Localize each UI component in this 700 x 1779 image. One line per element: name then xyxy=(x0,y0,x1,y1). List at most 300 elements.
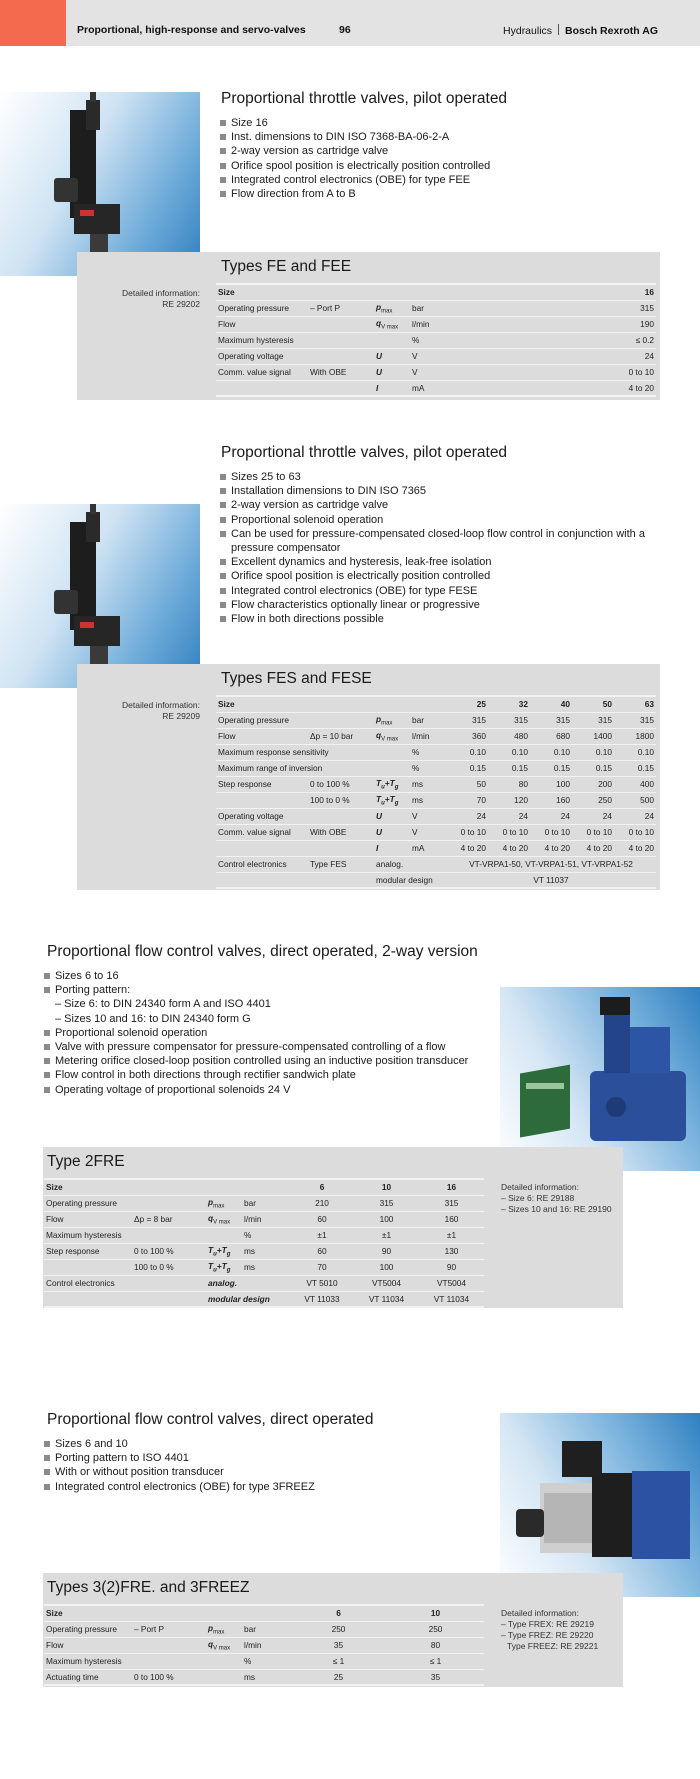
table-cell: Maximum hysteresis xyxy=(44,1653,132,1669)
table-row xyxy=(44,1227,484,1243)
table-cell: 315 xyxy=(530,712,572,728)
table-cell: $p_{max}$ xyxy=(374,712,410,728)
table-cell: 200 xyxy=(572,776,614,792)
page-header xyxy=(0,0,700,46)
table-cell: Flow xyxy=(216,728,308,744)
detail-ref: Type FREEZ: RE 29221 xyxy=(507,1641,599,1651)
detail-info-fe xyxy=(90,288,200,310)
table-cell: 315 xyxy=(446,712,488,728)
spec-table-fe xyxy=(216,283,656,397)
detail-ref: – Sizes 10 and 16: RE 29190 xyxy=(501,1204,612,1214)
detail-label: Detailed information: xyxy=(501,1182,579,1192)
feature-list-fes xyxy=(220,470,690,626)
table-cell: 680 xyxy=(530,728,572,744)
table-cell: 250 xyxy=(572,792,614,808)
table-row xyxy=(44,1637,484,1653)
table-cell xyxy=(242,1275,290,1291)
table-cell: 250 xyxy=(290,1621,387,1637)
table-cell xyxy=(308,284,374,300)
table-cell: $p_{max}$ xyxy=(206,1621,242,1637)
table-cell: l/min xyxy=(410,728,446,744)
table-cell: l/min xyxy=(242,1211,290,1227)
table-cell xyxy=(206,1227,242,1243)
table-cell: 16 xyxy=(450,284,656,300)
table-cell: bar xyxy=(410,712,446,728)
table-cell: V xyxy=(410,808,446,824)
detail-info-2fre xyxy=(501,1182,621,1215)
table-cell: 100 to 0 % xyxy=(132,1259,206,1275)
table-cell: $T_u+T_g$ xyxy=(206,1243,242,1259)
table-cell: Operating pressure xyxy=(44,1621,132,1637)
table-cell xyxy=(132,1605,206,1621)
table-cell: bar xyxy=(242,1621,290,1637)
table-cell: 120 xyxy=(488,792,530,808)
table-cell xyxy=(44,1259,132,1275)
table-cell: 80 xyxy=(387,1637,484,1653)
table-cell: 4 to 20 xyxy=(450,380,656,396)
table-row xyxy=(216,744,656,760)
detail-ref: – Type FREZ: RE 29220 xyxy=(501,1630,594,1640)
table-cell: ≤ 0.2 xyxy=(450,332,656,348)
table-cell: ms xyxy=(410,776,446,792)
table-cell: Maximum range of inversion xyxy=(216,760,308,776)
table-cell: V xyxy=(410,824,446,840)
table-cell: 6 xyxy=(290,1605,387,1621)
table-cell: 100 xyxy=(354,1259,419,1275)
table-row xyxy=(216,316,656,332)
table-cell: 400 xyxy=(614,776,656,792)
table-cell xyxy=(374,332,410,348)
table-cell: Δp = 10 bar xyxy=(308,728,374,744)
table-cell xyxy=(308,712,374,728)
list-item: Valve with pressure compensator for pressure-compensated controlling of a flow xyxy=(44,1040,494,1054)
list-item: Sizes 25 to 63 xyxy=(220,470,690,484)
list-item: Operating voltage of proportional solenoids 24 V xyxy=(44,1083,494,1097)
table-row xyxy=(44,1195,484,1211)
table-cell: Step response xyxy=(44,1243,132,1259)
detail-info-fes xyxy=(90,700,200,722)
table-cell: 100 xyxy=(354,1211,419,1227)
table-cell: 210 xyxy=(290,1195,354,1211)
table-cell: VT5004 xyxy=(419,1275,484,1291)
panel-title-fes: Types FES and FESE xyxy=(221,670,372,687)
table-cell: ≤ 1 xyxy=(387,1653,484,1669)
table-cell: $T_u+T_g$ xyxy=(374,776,410,792)
valve-photo-3fre xyxy=(500,1413,700,1597)
table-cell: 160 xyxy=(419,1211,484,1227)
table-row xyxy=(216,856,656,872)
table-header-row xyxy=(44,1179,484,1195)
table-cell: Operating voltage xyxy=(216,808,308,824)
list-item: Sizes 6 and 10 xyxy=(44,1437,494,1451)
detail-info-3fre xyxy=(501,1608,621,1652)
table-cell xyxy=(206,1669,242,1685)
list-item: Porting pattern to ISO 4401 xyxy=(44,1451,494,1465)
table-cell: 0.10 xyxy=(488,744,530,760)
list-item: Integrated control electronics (OBE) for type FEE xyxy=(220,173,690,187)
table-cell: 4 to 20 xyxy=(530,840,572,856)
table-cell: Maximum hysteresis xyxy=(216,332,308,348)
table-cell xyxy=(374,760,410,776)
table-cell: 0 to 10 xyxy=(614,824,656,840)
table-cell: VT-VRPA1-50, VT-VRPA1-51, VT-VRPA1-52 xyxy=(446,856,656,872)
table-cell: 25 xyxy=(290,1669,387,1685)
table-row xyxy=(44,1275,484,1291)
table-cell: % xyxy=(410,744,446,760)
table-row xyxy=(44,1669,484,1685)
table-cell: Operating pressure xyxy=(216,300,308,316)
list-item: Orifice spool position is electrically position controlled xyxy=(220,569,690,583)
table-cell: U xyxy=(374,348,410,364)
table-row xyxy=(216,792,656,808)
table-cell: ±1 xyxy=(290,1227,354,1243)
list-item: Flow direction from A to B xyxy=(220,187,690,201)
list-item: Can be used for pressure-compensated closed-loop flow control in conjunction with a xyxy=(220,527,690,541)
table-cell: $q_{V max}$ xyxy=(206,1211,242,1227)
table-row xyxy=(216,364,656,380)
table-row xyxy=(216,872,656,888)
table-cell: ms xyxy=(242,1669,290,1685)
table-cell: 1400 xyxy=(572,728,614,744)
table-cell: Size xyxy=(44,1605,132,1621)
table-cell: ±1 xyxy=(354,1227,419,1243)
table-row xyxy=(216,728,656,744)
table-row xyxy=(216,824,656,840)
detail-ref: RE 29202 xyxy=(162,299,200,309)
table-cell: 10 xyxy=(387,1605,484,1621)
detail-label: Detailed information: xyxy=(501,1608,579,1618)
detail-ref: RE 29209 xyxy=(162,711,200,721)
panel-title-fe: Types FE and FEE xyxy=(221,258,352,275)
table-row xyxy=(44,1653,484,1669)
table-cell: $p_{max}$ xyxy=(206,1195,242,1211)
list-item: Excellent dynamics and hysteresis, leak-free isolation xyxy=(220,555,690,569)
list-item: Installation dimensions to DIN ISO 7365 xyxy=(220,484,690,498)
table-cell: 0.10 xyxy=(572,744,614,760)
table-cell: 0 to 10 xyxy=(530,824,572,840)
table-cell xyxy=(216,792,308,808)
table-cell: bar xyxy=(410,300,450,316)
section-title-fes: Proportional throttle valves, pilot operated xyxy=(221,444,508,461)
list-item: Inst. dimensions to DIN ISO 7368-BA-06-2-A xyxy=(220,130,690,144)
table-cell: 0.15 xyxy=(446,760,488,776)
list-item: Metering orifice closed-loop position controlled using an inductive position transducer xyxy=(44,1054,494,1068)
detail-label: Detailed information: xyxy=(122,288,200,298)
table-cell xyxy=(308,696,374,712)
table-cell: Size xyxy=(216,284,308,300)
table-cell: 4 to 20 xyxy=(614,840,656,856)
table-cell: l/min xyxy=(410,316,450,332)
table-cell: 1800 xyxy=(614,728,656,744)
table-cell xyxy=(308,348,374,364)
table-cell: $p_{max}$ xyxy=(374,300,410,316)
valve-photo-2fre xyxy=(500,987,700,1171)
table-cell: 100 xyxy=(530,776,572,792)
table-cell: VT 5010 xyxy=(290,1275,354,1291)
table-cell: bar xyxy=(242,1195,290,1211)
table-cell: analog. xyxy=(206,1275,242,1291)
table-cell: U xyxy=(374,808,410,824)
table-row xyxy=(216,840,656,856)
header-accent-bar xyxy=(0,0,66,46)
table-cell: Flow xyxy=(216,316,308,332)
table-cell: VT 11033 xyxy=(290,1291,354,1307)
table-cell: 315 xyxy=(354,1195,419,1211)
table-cell xyxy=(242,1179,290,1195)
table-cell: 16 xyxy=(419,1179,484,1195)
header-company: Bosch Rexroth AG xyxy=(565,25,658,37)
table-cell: Comm. value signal xyxy=(216,824,308,840)
list-item: Proportional solenoid operation xyxy=(220,513,690,527)
table-cell: Operating pressure xyxy=(44,1195,132,1211)
table-cell: Operating voltage xyxy=(216,348,308,364)
table-cell xyxy=(206,1653,242,1669)
list-item: Integrated control electronics (OBE) for type 3FREEZ xyxy=(44,1480,494,1494)
table-row xyxy=(216,380,656,396)
table-cell: 50 xyxy=(446,776,488,792)
table-cell xyxy=(216,840,308,856)
header-section: Hydraulics xyxy=(503,25,553,37)
table-cell: 315 xyxy=(572,712,614,728)
table-cell: 60 xyxy=(290,1211,354,1227)
table-cell: Maximum response sensitivity xyxy=(216,744,308,760)
table-cell xyxy=(410,696,446,712)
table-cell xyxy=(374,744,410,760)
list-item: Flow control in both directions through rectifier sandwich plate xyxy=(44,1068,494,1082)
valve-photo-fe xyxy=(0,92,200,276)
detail-ref: – Type FREX: RE 29219 xyxy=(501,1619,594,1629)
table-cell: ms xyxy=(242,1259,290,1275)
table-cell: 0 to 10 xyxy=(572,824,614,840)
section-title-2fre: Proportional flow control valves, direct operated, 2-way version xyxy=(47,943,478,960)
list-item: Flow characteristics optionally linear or progressive xyxy=(220,598,690,612)
table-cell: 24 xyxy=(488,808,530,824)
table-cell: 0 to 100 % xyxy=(132,1243,206,1259)
table-row xyxy=(216,300,656,316)
table-cell: 10 xyxy=(354,1179,419,1195)
table-cell: 0 to 10 xyxy=(450,364,656,380)
table-cell xyxy=(308,840,374,856)
table-cell: 0.15 xyxy=(614,760,656,776)
table-cell: 0.15 xyxy=(530,760,572,776)
page-number: 96 xyxy=(339,24,351,36)
list-item: 2-way version as cartridge valve xyxy=(220,144,690,158)
table-cell: Size xyxy=(216,696,308,712)
table-cell: modular design xyxy=(374,872,446,888)
table-cell: 315 xyxy=(488,712,530,728)
section-title-3fre: Proportional flow control valves, direct operated xyxy=(47,1411,374,1428)
table-cell xyxy=(308,872,374,888)
table-cell: 63 xyxy=(614,696,656,712)
table-cell: Operating pressure xyxy=(216,712,308,728)
table-row xyxy=(216,712,656,728)
table-cell: VT 11034 xyxy=(419,1291,484,1307)
table-cell: Size xyxy=(44,1179,132,1195)
table-cell: % xyxy=(410,332,450,348)
table-cell: 90 xyxy=(419,1259,484,1275)
list-item: Size 16 xyxy=(220,116,690,130)
table-cell xyxy=(132,1653,206,1669)
table-cell: 0 to 10 xyxy=(488,824,530,840)
table-cell: 24 xyxy=(614,808,656,824)
table-row xyxy=(44,1291,484,1307)
table-cell xyxy=(206,1605,242,1621)
table-cell: ms xyxy=(242,1243,290,1259)
header-separator xyxy=(558,24,559,35)
detail-ref: – Size 6: RE 29188 xyxy=(501,1193,575,1203)
list-item: Flow in both directions possible xyxy=(220,612,690,626)
list-item: Orifice spool position is electrically position controlled xyxy=(220,159,690,173)
table-cell xyxy=(132,1227,206,1243)
table-cell: I xyxy=(374,380,410,396)
table-cell: Maximum hysteresis xyxy=(44,1227,132,1243)
table-cell xyxy=(242,1605,290,1621)
table-cell: 315 xyxy=(450,300,656,316)
spec-table-3fre xyxy=(44,1604,484,1686)
list-item: 2-way version as cartridge valve xyxy=(220,498,690,512)
table-cell: I xyxy=(374,840,410,856)
table-cell: l/min xyxy=(242,1637,290,1653)
table-cell: 250 xyxy=(387,1621,484,1637)
table-row xyxy=(216,808,656,824)
table-cell: With OBE xyxy=(308,824,374,840)
table-cell: 0.10 xyxy=(530,744,572,760)
table-cell: 0.15 xyxy=(572,760,614,776)
table-cell: 0 to 100 % xyxy=(132,1669,206,1685)
table-cell: 315 xyxy=(419,1195,484,1211)
table-cell: 6 xyxy=(290,1179,354,1195)
table-cell: $T_u+T_g$ xyxy=(374,792,410,808)
table-cell: – Port P xyxy=(308,300,374,316)
table-cell xyxy=(132,1275,206,1291)
table-cell: mA xyxy=(410,380,450,396)
table-cell xyxy=(206,1179,242,1195)
list-item: Integrated control electronics (OBE) for type FESE xyxy=(220,584,690,598)
table-cell xyxy=(44,1291,132,1307)
table-cell: modular design xyxy=(206,1291,242,1307)
list-item: Sizes 6 to 16 xyxy=(44,969,494,983)
table-cell xyxy=(374,696,410,712)
table-row xyxy=(44,1211,484,1227)
table-cell: 25 xyxy=(446,696,488,712)
table-cell: 160 xyxy=(530,792,572,808)
table-cell: 100 to 0 % xyxy=(308,792,374,808)
table-row xyxy=(216,348,656,364)
table-row xyxy=(216,332,656,348)
table-cell: $q_{V max}$ xyxy=(374,316,410,332)
feature-list-2fre xyxy=(44,969,494,1097)
table-cell xyxy=(410,284,450,300)
table-cell: 40 xyxy=(530,696,572,712)
table-cell: V xyxy=(410,348,450,364)
table-header-row xyxy=(44,1605,484,1621)
spec-table-fes xyxy=(216,695,656,889)
table-cell: 500 xyxy=(614,792,656,808)
panel-title-2fre: Type 2FRE xyxy=(47,1153,125,1170)
table-cell: 315 xyxy=(614,712,656,728)
table-cell: Type FES xyxy=(308,856,374,872)
table-cell: mA xyxy=(410,840,446,856)
table-cell: 60 xyxy=(290,1243,354,1259)
list-item: Porting pattern: xyxy=(44,983,494,997)
table-cell: % xyxy=(242,1227,290,1243)
table-header-row xyxy=(216,696,656,712)
table-cell xyxy=(308,332,374,348)
table-cell xyxy=(132,1291,206,1307)
table-cell: Comm. value signal xyxy=(216,364,308,380)
table-cell: 130 xyxy=(419,1243,484,1259)
table-row xyxy=(44,1621,484,1637)
table-cell: analog. xyxy=(374,856,446,872)
section-title-fe: Proportional throttle valves, pilot operated xyxy=(221,90,508,107)
table-cell: $q_{V max}$ xyxy=(374,728,410,744)
panel-title-3fre: Types 3(2)FRE. and 3FREEZ xyxy=(47,1579,250,1596)
table-cell: 0 to 100 % xyxy=(308,776,374,792)
list-item-sub: – Size 6: to DIN 24340 form A and ISO 4401 xyxy=(55,998,271,1011)
table-cell: U xyxy=(374,364,410,380)
table-cell: 32 xyxy=(488,696,530,712)
table-cell: Flow xyxy=(44,1637,132,1653)
table-cell: 0 to 10 xyxy=(446,824,488,840)
table-cell xyxy=(308,380,374,396)
table-cell xyxy=(374,284,410,300)
table-cell: $q_{V max}$ xyxy=(206,1637,242,1653)
table-cell: 4 to 20 xyxy=(446,840,488,856)
table-cell xyxy=(132,1179,206,1195)
table-cell: 24 xyxy=(450,348,656,364)
list-item-sub: – Sizes 10 and 16: to DIN 24340 form G xyxy=(55,1012,251,1025)
table-cell: 70 xyxy=(446,792,488,808)
list-item: With or without position transducer xyxy=(44,1465,494,1479)
table-cell: U xyxy=(374,824,410,840)
table-cell: VT 11037 xyxy=(446,872,656,888)
table-cell: % xyxy=(410,760,446,776)
feature-list-3fre xyxy=(44,1437,494,1494)
list-item-continuation: pressure compensator xyxy=(231,542,341,555)
feature-list-fe xyxy=(220,116,690,201)
table-cell: 24 xyxy=(446,808,488,824)
table-cell: 35 xyxy=(290,1637,387,1653)
table-cell: 80 xyxy=(488,776,530,792)
table-cell: 35 xyxy=(387,1669,484,1685)
table-cell xyxy=(308,316,374,332)
table-cell xyxy=(132,1195,206,1211)
table-cell: 4 to 20 xyxy=(488,840,530,856)
detail-label: Detailed information: xyxy=(122,700,200,710)
table-cell: 190 xyxy=(450,316,656,332)
table-cell: % xyxy=(242,1653,290,1669)
table-row xyxy=(44,1259,484,1275)
table-cell: VT5004 xyxy=(354,1275,419,1291)
table-cell: Control electronics xyxy=(44,1275,132,1291)
table-cell: Δp = 8 bar xyxy=(132,1211,206,1227)
table-row xyxy=(216,760,656,776)
table-cell: Control electronics xyxy=(216,856,308,872)
table-header-row xyxy=(216,284,656,300)
table-cell: 90 xyxy=(354,1243,419,1259)
table-cell: 0.10 xyxy=(446,744,488,760)
table-cell: 0.15 xyxy=(488,760,530,776)
table-cell xyxy=(216,380,308,396)
table-cell: 4 to 20 xyxy=(572,840,614,856)
table-cell: 0.10 xyxy=(614,744,656,760)
table-cell: 360 xyxy=(446,728,488,744)
table-cell: With OBE xyxy=(308,364,374,380)
table-cell: ≤ 1 xyxy=(290,1653,387,1669)
header-title: Proportional, high-response and servo-valves xyxy=(77,24,306,36)
table-cell: $T_u+T_g$ xyxy=(206,1259,242,1275)
table-cell xyxy=(308,808,374,824)
